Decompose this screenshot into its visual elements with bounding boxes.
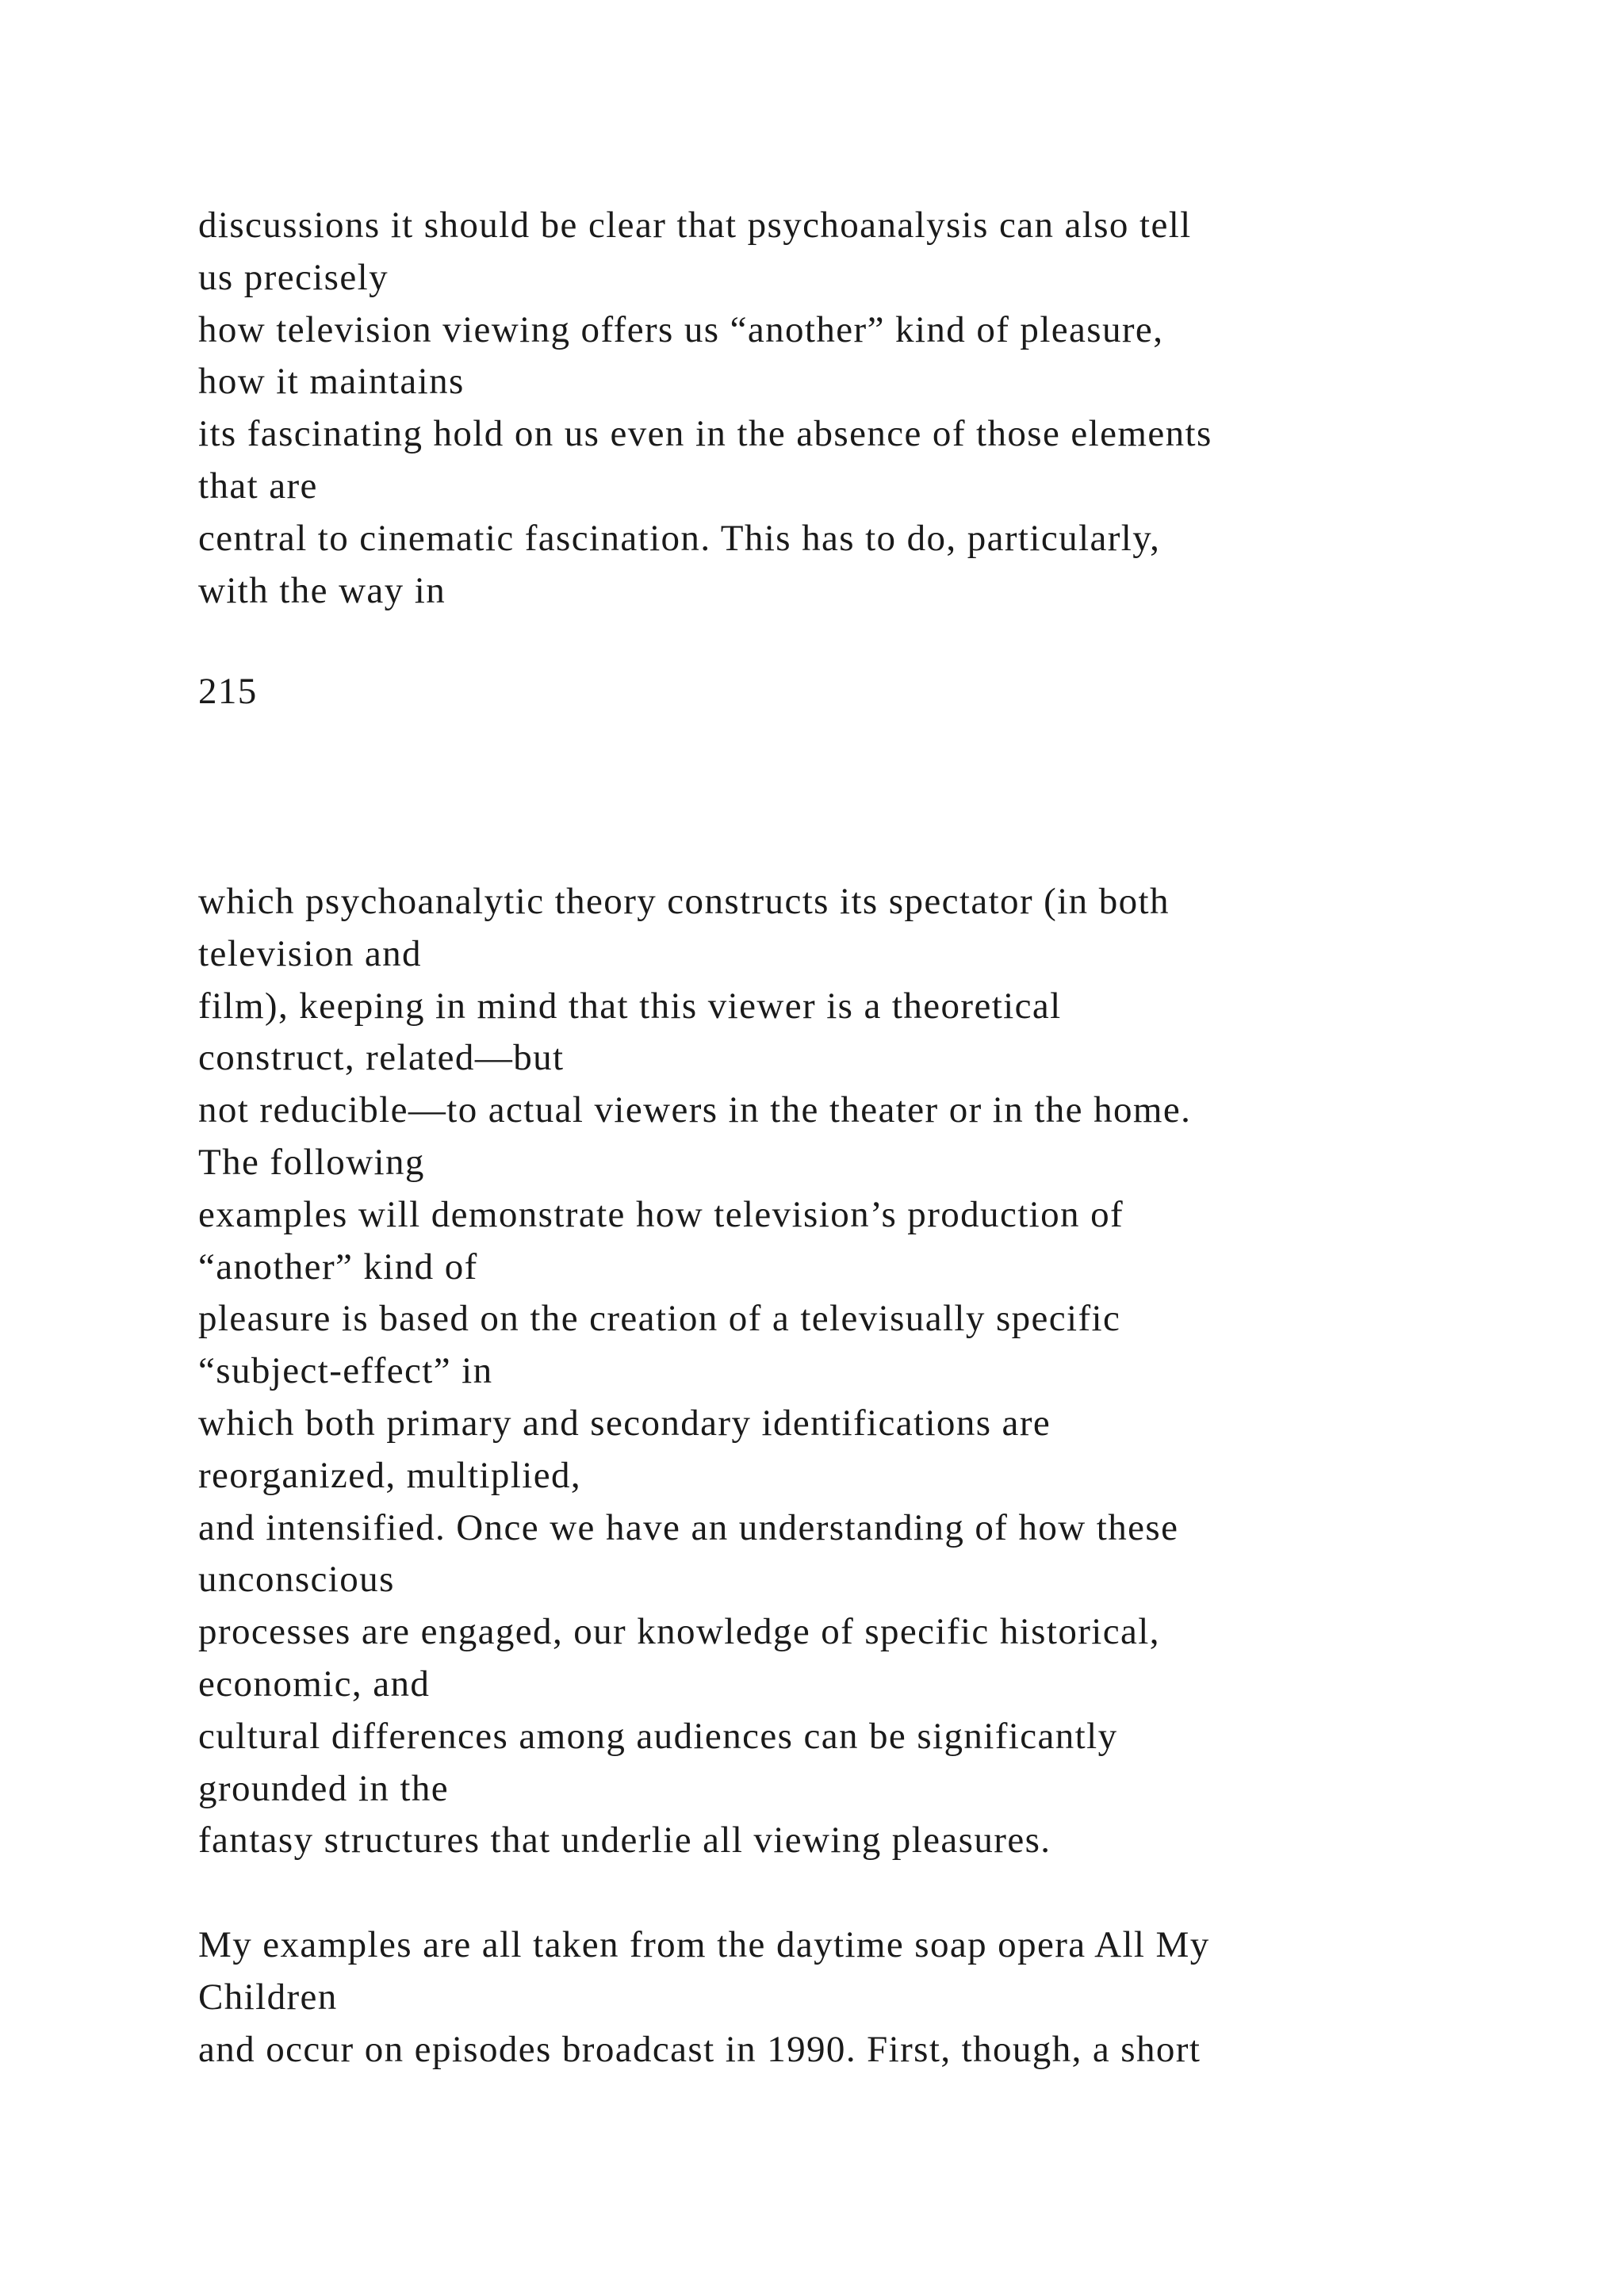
paragraph-spectator-construction [198, 876, 1546, 1867]
text-line: us precisely [198, 256, 389, 298]
text-line: reorganized, multiplied, [198, 1454, 582, 1496]
text-line: unconscious [198, 1559, 395, 1601]
text-line: The following [198, 1141, 425, 1183]
text-line: and intensified. Once we have an understanding of how these [198, 1506, 1179, 1548]
paragraph-psychoanalysis-pleasure [198, 200, 1546, 617]
text-line: Children [198, 1976, 338, 2018]
text-line: processes are engaged, our knowledge of specific historical, [198, 1611, 1160, 1653]
text-line: grounded in the [198, 1767, 449, 1809]
text-line: how television viewing offers us “another” kind of pleasure, [198, 308, 1164, 350]
text-line: with the way in [198, 569, 446, 611]
text-line: examples will demonstrate how television’s production of [198, 1193, 1124, 1235]
text-line: economic, and [198, 1663, 431, 1705]
text-line: “another” kind of [198, 1246, 478, 1288]
text-line: construct, related—but [198, 1037, 565, 1079]
text-line: pleasure is based on the creation of a televisually specific [198, 1298, 1121, 1340]
text-line: its fascinating hold on us even in the absence of those elements [198, 413, 1212, 455]
text-line: cultural differences among audiences can be significantly [198, 1715, 1118, 1757]
text-line: fantasy structures that underlie all viewing pleasures. [198, 1820, 1051, 1862]
paragraph-soap-opera-examples [198, 1919, 1546, 2076]
text-line: not reducible—to actual viewers in the theater or in the home. [198, 1089, 1192, 1131]
text-line: “subject-effect” in [198, 1350, 493, 1392]
text-line: that are [198, 465, 318, 507]
text-line: which psychoanalytic theory constructs its spectator (in both [198, 881, 1170, 922]
text-line: discussions it should be clear that psychoanalysis can also tell [198, 205, 1192, 246]
text-line: television and [198, 932, 422, 974]
text-line: My examples are all taken from the daytime soap opera All My [198, 1924, 1210, 1965]
text-line: and occur on episodes broadcast in 1990. First, though, a short [198, 2028, 1201, 2070]
text-line: film), keeping in mind that this viewer is a theoretical [198, 985, 1062, 1027]
page-number-text: 215 [198, 671, 258, 712]
text-line: which both primary and secondary identifications are [198, 1402, 1051, 1444]
page-number [198, 666, 1546, 718]
text-line: how it maintains [198, 361, 465, 403]
text-line: central to cinematic fascination. This has to do, particularly, [198, 517, 1161, 559]
